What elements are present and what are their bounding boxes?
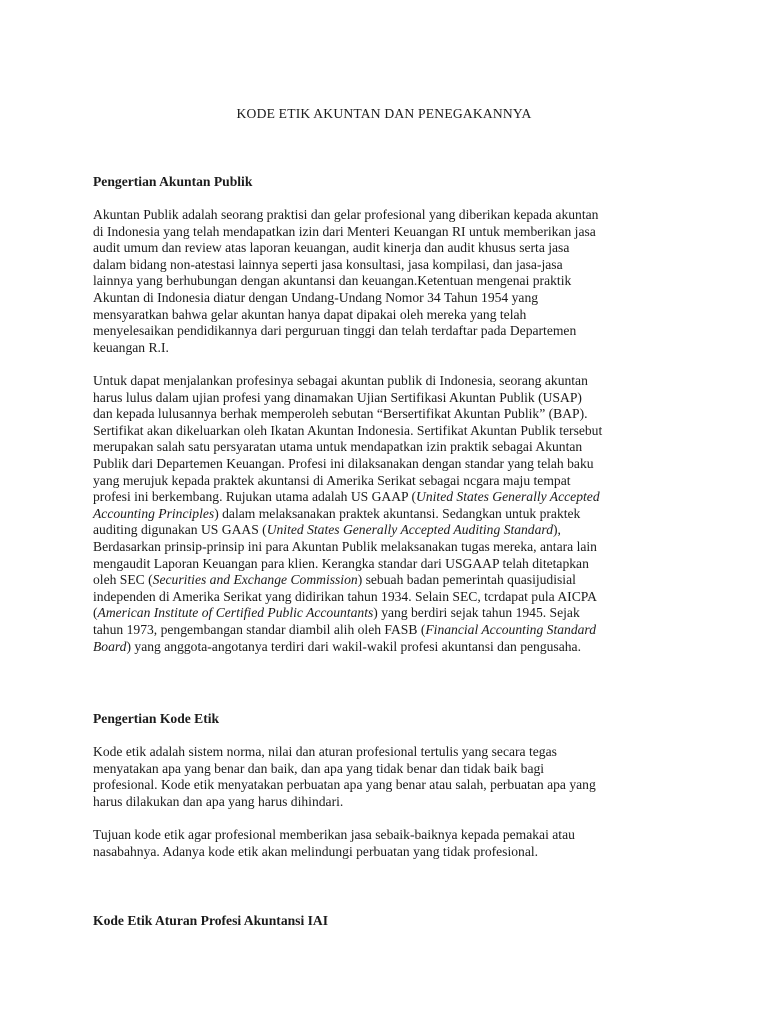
text-line: Untuk dapat menjalankan profesinya sebagai akuntan publik di Indonesia, seorang akuntan (93, 373, 588, 388)
text-line: Berdasarkan prinsip-prinsip ini para Akuntan Publik melaksanakan tugas mereka, antara lain (93, 538, 597, 554)
text-line: harus lulus dalam ujian profesi yang dinamakan Ujian Sertifikasi Akuntan Publik (USAP) (93, 389, 582, 405)
section-heading-aturan-profesi: Kode Etik Aturan Profesi Akuntansi IAI (93, 913, 329, 928)
text-line: merupakan salah satu persyaratan utama untuk mendapatkan izin praktik sebagai Akuntan (93, 439, 583, 455)
text-line: (American Institute of Certified Public Accountants) yang berdiri sejak tahun 1945. Sejak (93, 605, 580, 621)
text-line: yang merujuk kepada praktek akuntansi di Amerika Serikat sebagai ncgara maju tempat (93, 472, 571, 488)
text-line: menyatakan apa yang benar dan baik, dan apa yang tidak benar dan tidak baik bagi (93, 760, 545, 776)
text-line: Publik dari Departemen Keuangan. Profesi ini dilaksanakan dengan standar yang telah baku (93, 455, 594, 471)
text-line: Akuntan di Indonesia diatur dengan Undang-Undang Nomor 34 Tahun 1954 yang (93, 289, 539, 305)
text-line: tahun 1973, pengembangan standar diambil alih oleh FASB (Financial Accounting Standard (93, 621, 597, 637)
paragraph-akuntan-publik-profession (93, 373, 602, 655)
text-line: profesional. Kode etik menyatakan perbuatan apa yang benar atau salah, perbuatan apa yang (93, 777, 596, 793)
section-heading-kode-etik: Pengertian Kode Etik (93, 711, 220, 726)
text-line: audit umum dan review atas laporan keuangan, audit kinerja dan audit khusus serta jasa (93, 240, 570, 256)
text-line: dalam bidang non-atestasi lainnya seperti jasa konsultasi, jasa kompilasi, dan jasa-jasa (93, 256, 563, 272)
text-line: dan kepada lulusannya berhak memperoleh sebutan “Bersertifikat Akuntan Publik” (BAP). (93, 406, 588, 422)
text-line: Sertifikat akan dikeluarkan oleh Ikatan Akuntan Indonesia. Sertifikat Akuntan Publik tersebut (93, 422, 603, 438)
text-line: oleh SEC (Securities and Exchange Commission) sebuah badan pemerintah quasijudisial (93, 572, 576, 588)
text-line: profesi ini berkembang. Rujukan utama adalah US GAAP (United States Generally Accepted (93, 489, 600, 505)
paragraph-kode-etik-purpose (93, 827, 575, 860)
text-line: nasabahnya. Adanya kode etik akan melindungi perbuatan yang tidak profesional. (93, 843, 539, 859)
paragraph-akuntan-publik-definition (93, 207, 598, 356)
document-title: KODE ETIK AKUNTAN DAN PENEGAKANNYA (236, 106, 532, 121)
paragraph-kode-etik-definition (93, 744, 596, 810)
text-line: Board) yang anggota-angotanya terdiri dari wakil-wakil profesi akuntansi dan pengusaha. (93, 638, 581, 654)
text-line: di Indonesia yang telah mendapatkan izin dari Menteri Keuangan RI untuk memberikan jasa (93, 223, 596, 239)
section-heading-akuntan-publik: Pengertian Akuntan Publik (93, 174, 253, 189)
text-line: keuangan R.I. (93, 339, 169, 355)
text-line: auditing digunakan US GAAS (United States Generally Accepted Auditing Standard), (93, 522, 561, 538)
text-line: lainnya yang berhubungan dengan akuntansi dan keuangan.Ketentuan mengenai praktik (93, 273, 572, 289)
text-line: harus dilakukan dan apa yang harus dihindari. (93, 793, 344, 809)
text-line: Kode etik adalah sistem norma, nilai dan aturan profesional tertulis yang secara tegas (93, 744, 557, 759)
text-line: independen di Amerika Serikat yang didirikan tahun 1934. Selain SEC, tcrdapat pula AICPA (93, 588, 597, 604)
text-line: Accounting Principles) dalam melaksanakan praktek akuntansi. Sedangkan untuk praktek (93, 505, 581, 521)
text-line: Akuntan Publik adalah seorang praktisi dan gelar profesional yang diberikan kepada akuntan (93, 207, 599, 222)
text-line: mengaudit Laporan Keuangan para klien. Kerangka standar dari USGAAP telah ditetapkan (93, 555, 589, 571)
text-line: mensyaratkan bahwa gelar akuntan hanya dapat dipakai oleh mereka yang telah (93, 306, 527, 322)
text-line: menyelesaikan pendidikannya dari perguruan tinggi dan telah terdaftar pada Departemen (93, 323, 577, 339)
text-line: Tujuan kode etik agar profesional memberikan jasa sebaik-baiknya kepada pemakai atau (93, 827, 575, 842)
